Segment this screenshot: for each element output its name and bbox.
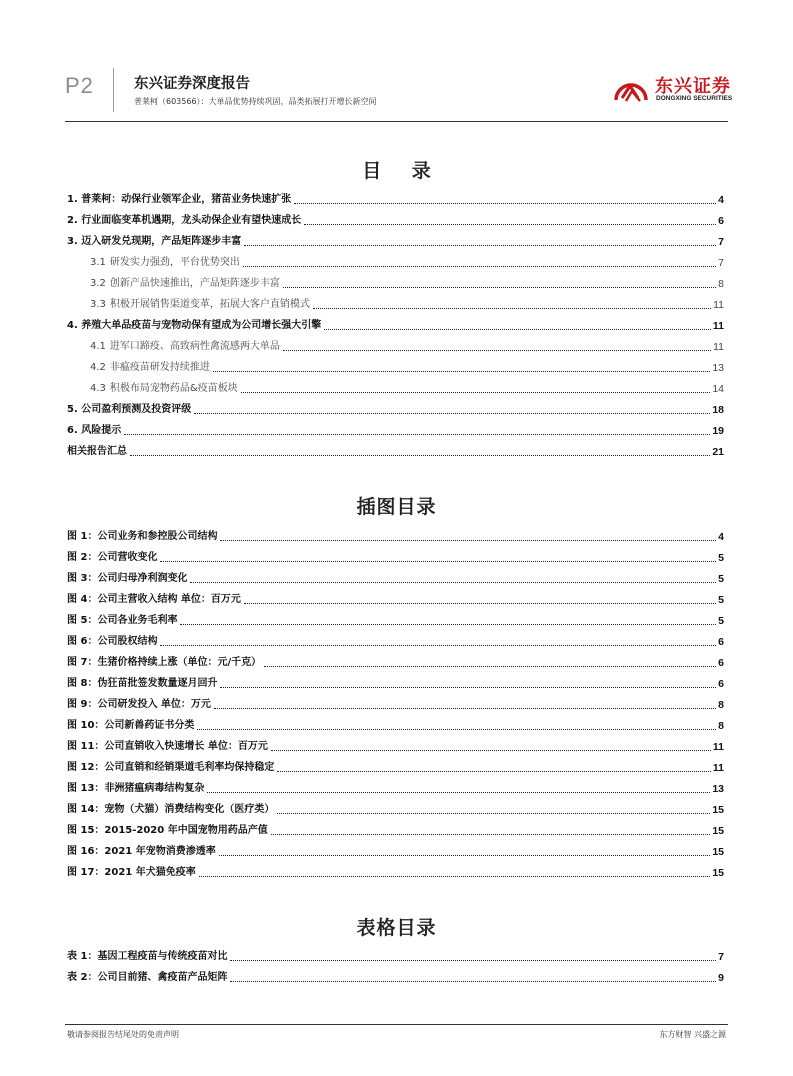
table-entry-page: 9 (718, 972, 724, 984)
figure-entry-page: 8 (718, 699, 724, 711)
toc-subentry-page: 13 (712, 362, 724, 374)
figure-entry-label: 图 8：伪狂苗批签发数量逐月回升 (67, 678, 218, 689)
figure-entry-page: 4 (718, 531, 724, 543)
figure-entry-page: 6 (718, 636, 724, 648)
toc-entry-page: 6 (718, 215, 724, 227)
figure-entry-label: 图 4：公司主营收入结构 单位：百万元 (67, 594, 241, 605)
figure-entry[interactable] (67, 653, 724, 669)
footer-slogan: 东方财智 兴盛之源 (659, 1030, 726, 1039)
figure-entry-page: 15 (712, 825, 724, 837)
logo-text-en: DONGXING SECURITIES (656, 95, 733, 102)
figure-entry[interactable] (67, 779, 724, 795)
toc-entry-label: 相关报告汇总 (67, 446, 127, 457)
leader-dots (271, 750, 711, 751)
toc-entry-label: 3. 迈入研发兑现期，产品矩阵逐步丰富 (67, 236, 242, 247)
figure-entry-page: 15 (712, 846, 724, 858)
figure-entry[interactable] (67, 695, 724, 711)
leader-dots (277, 771, 710, 772)
figure-entry-label: 图 10：公司新兽药证书分类 (67, 720, 195, 731)
figure-entry[interactable] (67, 800, 724, 816)
figure-entry-page: 5 (718, 594, 724, 606)
leader-dots (241, 392, 711, 393)
leader-dots (243, 266, 716, 267)
figure-entry-label: 图 11：公司直销收入快速增长 单位：百万元 (67, 741, 268, 752)
toc-subentry-label: 非瘟疫苗研发持续推进 (109, 362, 210, 373)
leader-dots (277, 813, 710, 814)
figure-entry[interactable] (67, 737, 724, 753)
figure-entry-page: 5 (718, 552, 724, 564)
toc-entry-page: 7 (718, 236, 724, 248)
toc-subentry-page: 8 (718, 278, 724, 290)
figure-entry-label: 图 14：宠物（犬猫）消费结构变化（医疗类） (67, 804, 275, 815)
toc-title: 目 录 (362, 160, 443, 182)
toc-subentry-number: 3.1 (90, 257, 106, 268)
figure-entry-label: 图 7：生猪价格持续上涨（单位：元/千克） (67, 657, 262, 668)
toc-subentry-number: 3.3 (90, 299, 106, 310)
figure-entry[interactable] (67, 569, 724, 585)
figure-entry[interactable] (67, 842, 724, 858)
toc-subentry-page: 11 (713, 299, 724, 311)
toc-entry-page: 4 (718, 194, 724, 206)
toc-subentry-label: 积极开展销售渠道变革，拓展大客户直销模式 (109, 299, 310, 310)
header-rule (65, 121, 728, 122)
leader-dots (264, 666, 716, 667)
figure-entry-page: 6 (718, 657, 724, 669)
toc-subentry[interactable] (90, 295, 724, 311)
figure-entry[interactable] (67, 548, 724, 564)
toc-entry[interactable] (67, 421, 724, 437)
toc-entry-label: 5. 公司盈利预测及投资评级 (67, 404, 192, 415)
figure-entry-label: 图 3：公司归母净利润变化 (67, 573, 188, 584)
leader-dots (197, 729, 716, 730)
table-entry-label: 表 1：基因工程疫苗与传统疫苗对比 (67, 951, 228, 962)
figure-entry[interactable] (67, 611, 724, 627)
toc-subentry[interactable] (90, 253, 724, 269)
toc-subentry[interactable] (90, 379, 724, 395)
toc-subentry[interactable] (90, 337, 724, 353)
toc-subentry-page: 7 (718, 257, 724, 269)
leader-dots (271, 834, 711, 835)
toc-subentry-label: 研发实力强劲，平台优势突出 (109, 257, 240, 268)
toc-entry-label: 1. 普莱柯：动保行业领军企业，猪苗业务快速扩张 (67, 194, 292, 205)
toc-entry-label: 2. 行业面临变革机遇期，龙头动保企业有望快速成长 (67, 215, 302, 226)
leader-dots (294, 203, 716, 204)
toc-entry-page: 18 (712, 404, 724, 416)
logo-text-cn: 东兴证券 (655, 76, 731, 97)
figure-entry[interactable] (67, 716, 724, 732)
toc-entry[interactable] (67, 232, 724, 248)
leader-dots (220, 540, 716, 541)
report-subtitle: 普莱柯（603566）：大单品优势持续巩固，品类拓展打开增长新空间 (134, 97, 377, 106)
leader-dots (124, 434, 710, 435)
table-entry[interactable] (67, 968, 724, 984)
toc-subentry-page: 14 (712, 383, 724, 395)
leader-dots (160, 645, 716, 646)
figure-entry-page: 5 (718, 615, 724, 627)
figure-entry-label: 图 17：2021 年犬猫免疫率 (67, 867, 196, 878)
leader-dots (190, 582, 716, 583)
toc-entry[interactable] (67, 211, 724, 227)
leader-dots (199, 876, 711, 877)
figure-entry[interactable] (67, 863, 724, 879)
toc-entry-label: 4. 养殖大单品疫苗与宠物动保有望成为公司增长强大引擎 (67, 320, 322, 331)
toc-subentry-label: 创新产品快速推出，产品矩阵逐步丰富 (109, 278, 280, 289)
toc-entry[interactable] (67, 442, 724, 458)
figure-entry[interactable] (67, 632, 724, 648)
toc-entry[interactable] (67, 316, 724, 332)
header-divider (113, 68, 114, 112)
figure-entry-label: 图 12：公司直销和经销渠道毛利率均保持稳定 (67, 762, 275, 773)
figure-entry[interactable] (67, 821, 724, 837)
toc-subentry-label: 积极布局宠物药品&疫苗板块 (109, 383, 238, 394)
leader-dots (244, 603, 716, 604)
table-entry-label: 表 2：公司目前猪、禽疫苗产品矩阵 (67, 972, 228, 983)
toc-subentry-label: 进军口蹄疫、高致病性禽流感两大单品 (109, 341, 280, 352)
toc-subentry[interactable] (90, 358, 724, 374)
leader-dots (207, 792, 710, 793)
figure-entry-page: 11 (712, 741, 724, 753)
toc-subentry-number: 4.1 (90, 341, 106, 352)
leader-dots (244, 245, 716, 246)
figure-entry-page: 8 (718, 720, 724, 732)
leader-dots (194, 413, 710, 414)
toc-entry-page: 11 (712, 320, 724, 332)
figure-entry-page: 13 (712, 783, 724, 795)
table-entry-page: 7 (718, 951, 724, 963)
leader-dots (324, 329, 711, 330)
figure-entry-label: 图 2：公司营收变化 (67, 552, 158, 563)
leader-dots (160, 561, 716, 562)
toc-subentry-page: 11 (713, 341, 724, 353)
toc-entry-label: 6. 风险提示 (67, 425, 122, 436)
toc-subentry-number: 4.2 (90, 362, 106, 373)
company-logo (613, 71, 743, 109)
figure-entry-label: 图 16：2021 年宠物消费渗透率 (67, 846, 216, 857)
figure-entry-page: 15 (712, 867, 724, 879)
figure-entry-label: 图 1：公司业务和参控股公司结构 (67, 531, 218, 542)
figure-entry[interactable] (67, 758, 724, 774)
figure-entry[interactable] (67, 527, 724, 543)
tables-title: 表格目录 (356, 917, 437, 939)
figure-entry-page: 11 (712, 762, 724, 774)
leader-dots (214, 708, 716, 709)
figure-entry-label: 图 15：2015-2020 年中国宠物用药品产值 (67, 825, 268, 836)
figure-entry-label: 图 9：公司研发投入 单位：万元 (67, 699, 211, 710)
leader-dots (219, 855, 711, 856)
figure-entry[interactable] (67, 674, 724, 690)
toc-entry[interactable] (67, 400, 724, 416)
footer-disclaimer: 敬请参阅报告结尾处的免责声明 (67, 1030, 179, 1039)
leader-dots (304, 224, 716, 225)
logo-mark-icon (613, 74, 649, 104)
figure-entry[interactable] (67, 590, 724, 606)
leader-dots (220, 687, 716, 688)
figure-entry-label: 图 5：公司各业务毛利率 (67, 615, 178, 626)
leader-dots (230, 981, 716, 982)
figure-entry-page: 15 (712, 804, 724, 816)
figure-entry-page: 5 (718, 573, 724, 585)
footer-rule (65, 1024, 728, 1025)
leader-dots (313, 308, 711, 309)
figures-title: 插图目录 (356, 496, 437, 518)
toc-entry[interactable] (67, 190, 724, 206)
leader-dots (230, 960, 716, 961)
leader-dots (130, 455, 710, 456)
report-title: 东兴证券深度报告 (134, 76, 250, 92)
leader-dots (180, 624, 716, 625)
figure-entry-label: 图 6：公司股权结构 (67, 636, 158, 647)
toc-subentry-number: 4.3 (90, 383, 106, 394)
page-number: P2 (65, 73, 94, 98)
toc-entry-page: 21 (712, 446, 724, 458)
leader-dots (283, 287, 716, 288)
table-entry[interactable] (67, 947, 724, 963)
toc-subentry[interactable] (90, 274, 724, 290)
figure-entry-page: 6 (718, 678, 724, 690)
figure-entry-label: 图 13：非洲猪瘟病毒结构复杂 (67, 783, 205, 794)
leader-dots (283, 350, 711, 351)
toc-entry-page: 19 (712, 425, 724, 437)
toc-subentry-number: 3.2 (90, 278, 106, 289)
leader-dots (213, 371, 710, 372)
